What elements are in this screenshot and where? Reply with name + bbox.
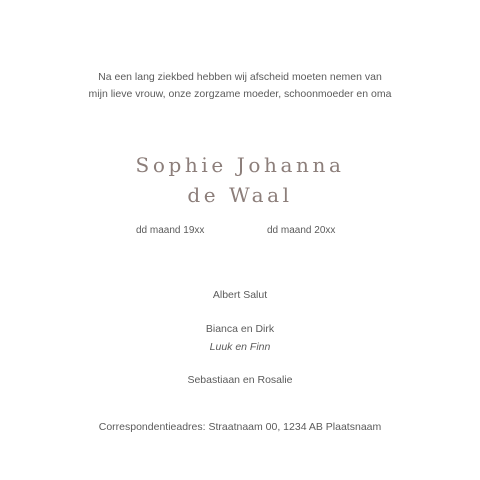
intro-line-1: Na een lang ziekbed hebben wij afscheid moeten nemen van xyxy=(98,71,382,83)
family-line-grandchildren: Luuk en Finn xyxy=(209,341,271,353)
deceased-surname: de Waal xyxy=(187,183,293,207)
birth-date: dd maand 19xx xyxy=(136,225,205,236)
correspondence-address: Correspondentieadres: Straatnaam 00, 1234 AB Plaatsnaam xyxy=(98,421,382,433)
deceased-first-names: Sophie Johanna xyxy=(135,153,345,177)
family-line-spouse: Albert Salut xyxy=(212,289,268,301)
family-line-children-1: Bianca en Dirk xyxy=(205,323,275,335)
intro-line-2: mijn lieve vrouw, onze zorgzame moeder, schoonmoeder en oma xyxy=(88,88,392,100)
intro-text xyxy=(0,69,480,103)
death-date: dd maand 20xx xyxy=(267,225,336,236)
deceased-name xyxy=(0,150,480,210)
family-line-children-2: Sebastiaan en Rosalie xyxy=(187,374,293,386)
